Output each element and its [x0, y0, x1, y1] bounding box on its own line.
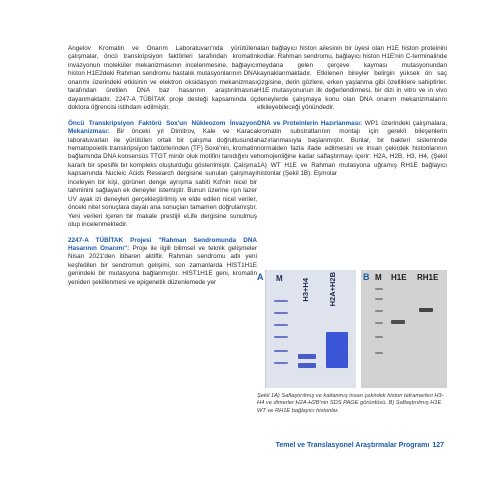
page-footer — [276, 442, 444, 449]
figure-caption: Şekil 1A) Saflaştırılmış ve katlanmış insan çekirdek histon tetramerleri H3-H4 ve dimerler H2A-H2B'nin SDS PAGE görüntüsü. B) Saflaştırılmış H1E WT ve RH1E bağlayıcı histonlar. — [257, 393, 444, 414]
sox-body: Bir önceki yıl Dimitrov, Kale ve Karaca laboratuvarları ile yürütülen ortak bir çalışma doğrultusunda hematopoietik transkripsiyon faktörlerinden (TF) Soxé'nin, kromatin bağlamında DNA konsensüs TTGT minör oluk motifini tanıdığını ve kararlı bir spesifik bir kompleks oluşturduğu gösterilmiştir. Çalışma kapsamında Nucleic Acids Research dergisine sunulan çalışmayı inceleyen bir kişi, görünen denge ayrışma sabiti Kd'nin nicel bir tahminini sağlayan ek deneyler istemiştir. Bunun üzerine ışın lazer UV ayak izi deneyleri gerçekleştirilmiş ve elde edilen nicel veriler, önceki nitel sonuçlara dayalı ana sonuçları tamamen doğrulamıştır. Yeni verileri içeren bir makale prestijli eLife dergisine sunulmuş olup incelenmektedir. — [68, 128, 257, 229]
figure-1 — [257, 270, 447, 390]
lane-h1e-label: H1E — [391, 273, 407, 282]
preparation-paragraph — [257, 120, 447, 179]
marker-band — [375, 298, 383, 300]
marker-band — [274, 312, 288, 314]
marker-band — [274, 336, 288, 338]
rahman-project-paragraph — [68, 237, 257, 288]
marker-band — [274, 324, 288, 326]
panel-a-label: A — [257, 272, 264, 282]
gel-image-b — [361, 270, 447, 388]
marker-band — [274, 362, 288, 364]
rahman-continuation-paragraph: alan bağlayıcı histon ailesinin bir üyesi olan H1E histon proteinini kodlar. Rahman sendromu, bağlayıcı histon H1E'nin C-terminalinde meydana gelen çerçeve kayması mutasyonundan kaynaklanmaktadır. Etkilenen bireyler belirgin yüksek ön saç çizgisine, derin gözlere, erken yaşlanma gibi özelliklere sahiptirler. H1E mutasyonunun ilk değerlendirmesi, bir dizi in vitro ve in vivo deneylerde çalışmaya konu olan DNA onarım mekanizmalarını etkileyebileceği yönündedir. — [257, 45, 447, 112]
preparation-body: WP1 üzerindeki çalışmalara, kromatin substratlarının montajı için gerekli bileşenlerin hazırlanmasıyla başlanmıştır. Bunlar, bir bakteri sisteminde normalden fazla ifade edilmesini ve insan çekirdek histonlarının homojenliğine kadar saflaştırmayı içerir: H2A, H2B, H3, H4, (Şekil 1A) WT H1E ve Rahman mutasyona uğramış RH1E bağlayıcı histonlar (Şekil 1B). Eşmolar — [257, 119, 447, 178]
footer-program-title: Temel ve Translasyonel Araştırmalar Programı — [275, 442, 430, 449]
marker-band — [375, 310, 383, 312]
lane-h2ah2b-label: H2A+H2B — [328, 272, 337, 307]
lane-h3h4-label: H3+H4 — [301, 278, 310, 302]
page-number: 127 — [432, 442, 444, 449]
h2a-h2b-band — [326, 332, 348, 368]
marker-band — [375, 352, 383, 354]
lane-m-label-a: M — [276, 274, 283, 283]
marker-band — [375, 336, 383, 338]
rahman-project-body: Proje ile ilgili bilimsel ve teknik gelişmeler Nisan 2021'den itibaren aktiftir. Rahman sendromu adlı yeni keşfedilen bir sendromun gelişimi, son zamanlarda HIST1H1E genindeki bir mutasyona bağlanmıştır. HIST1H1E geni, kromatin yeniden şekillenmesi ve epigenetik düzenlemede yer — [68, 244, 257, 286]
marker-band — [375, 288, 383, 290]
h3-band — [298, 354, 316, 359]
lane-m-label-b: M — [375, 273, 382, 282]
preparation-heading: DNA ve Proteinlerin Hazırlanması: — [257, 119, 363, 127]
marker-band — [274, 300, 288, 302]
lane-rh1e-label: RH1E — [417, 273, 439, 282]
right-column — [257, 45, 447, 186]
gel-image-a — [265, 270, 356, 388]
rahman-project-heading: 2247-A TÜBİTAK Projesi "Rahman Sendromunda DNA Hasarının Onarımı": — [68, 236, 257, 252]
marker-band — [375, 322, 383, 324]
marker-band — [274, 350, 288, 352]
panel-b-label: B — [363, 272, 370, 282]
h4-band — [298, 363, 316, 368]
sox-paragraph — [68, 120, 257, 230]
rh1e-band — [419, 308, 433, 312]
sox-heading: Öncü Transkripsiyon Faktörü Sox'un Nükleozom İnvazyon Mekanizması: — [68, 119, 257, 136]
left-column — [68, 45, 257, 294]
intro-paragraph: Angelov Kromatin ve Onarım Laboratuvarı'nda yürütülen çalışmalar, öncü transkripsiyon faktörleri tarafından kromatin invazyonun moleküler mekanizmasının incelenmesine, bağlayıcı histon H1E2deki Rahman sendromu hastalık mutasyonlarının DNA onarımı üzerindeki etkisinin ve elektron oksidasyon mekanizması tarafından üretilen DNA baz hasarının araştırılmasına dayanmaktadır. 2247-A TÜBİTAK proje desteği kapsamında üç doktora öğrencisi istihdam edilmiştir. — [68, 45, 257, 112]
h1e-band — [391, 320, 405, 324]
